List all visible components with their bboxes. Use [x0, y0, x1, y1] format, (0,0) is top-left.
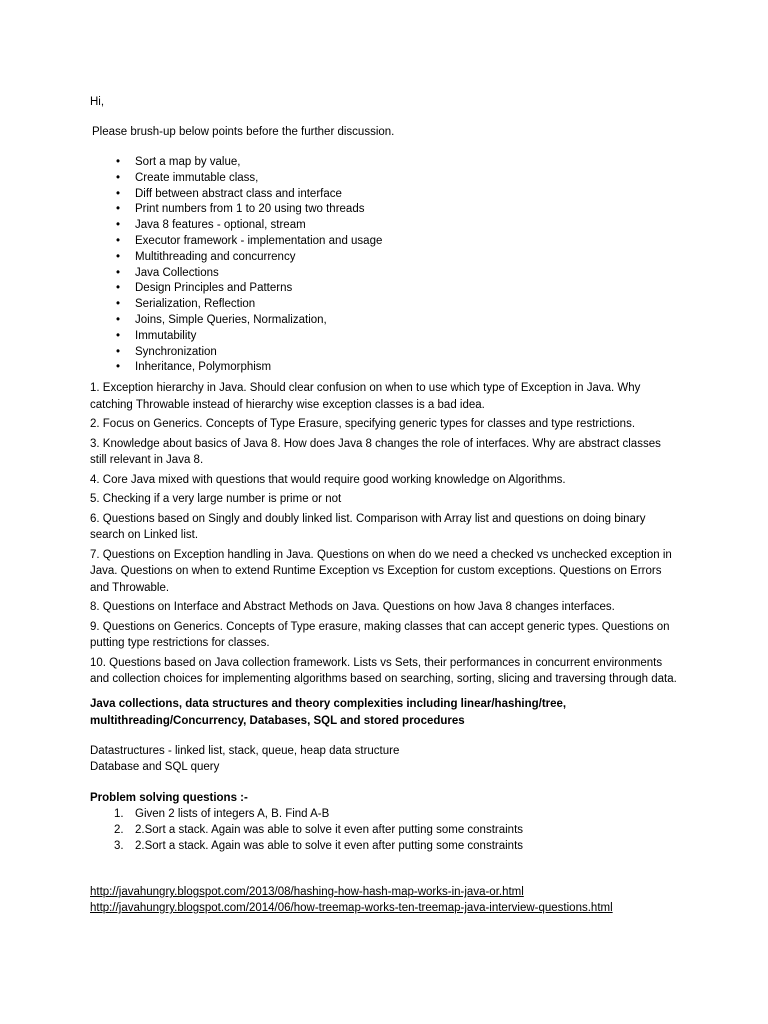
intro-line: Please brush-up below points before the further discussion.	[92, 126, 395, 138]
list-item: • Serialization, Reflection	[90, 297, 690, 313]
bullet-icon: •	[116, 361, 121, 374]
numbered-paragraph: 1. Exception hierarchy in Java. Should clear confusion on when to use which type of Exception in Java. Why catching Throwable instead of hierarchy wise exception classes is a bad idea.	[90, 382, 641, 411]
list-item: • Multithreading and concurrency	[90, 250, 690, 266]
bullet-icon: •	[116, 156, 121, 168]
bullet-icon: •	[116, 203, 121, 216]
list-item: • Diff between abstract class and interface	[90, 187, 690, 203]
database-line: Database and SQL query	[90, 761, 220, 773]
list-item: 3. 2.Sort a stack. Again was able to solve it even after putting some constraints	[114, 840, 524, 852]
bold-summary-paragraph: Java collections, data structures and theory complexities including linear/hashing/tree, multithreading/Concurrency, Databases, SQL and stored procedures	[90, 698, 567, 727]
bullet-icon: •	[116, 187, 121, 200]
problem-list	[90, 806, 650, 854]
list-item: • Create immutable class,	[90, 171, 690, 187]
list-item: • Java 8 features - optional, stream	[90, 218, 690, 234]
list-item: • Print numbers from 1 to 20 using two threads	[90, 202, 690, 218]
list-item: • Joins, Simple Queries, Normalization,	[90, 313, 690, 329]
treemap-link[interactable]: http://javahungry.blogspot.com/2014/06/how-treemap-works-ten-treemap-java-interview-questions.html	[90, 902, 613, 914]
numbered-paragraph: 2. Focus on Generics. Concepts of Type Erasure, specifying generic types for classes and type restrictions.	[90, 418, 636, 430]
list-item: 2. 2.Sort a stack. Again was able to solve it even after putting some constraints	[114, 824, 524, 836]
numbered-paragraph: 5. Checking if a very large number is prime or not	[90, 493, 342, 505]
list-item: • Immutability	[90, 329, 690, 345]
numbered-questions	[90, 380, 680, 691]
numbered-paragraph: 6. Questions based on Singly and doubly linked list. Comparison with Array list and questions on doing binary search on Linked list.	[90, 512, 646, 541]
bullet-icon: •	[116, 298, 121, 311]
bullet-icon: •	[116, 234, 121, 247]
bullet-icon: •	[116, 282, 121, 295]
greeting: Hi,	[90, 96, 105, 108]
datastructures-line: Datastructures - linked list, stack, queue, heap data structure	[90, 745, 400, 757]
bullet-icon: •	[116, 171, 121, 184]
bullet-icon: •	[116, 313, 121, 326]
topic-bullet-list	[90, 155, 690, 376]
hashmap-link[interactable]: http://javahungry.blogspot.com/2013/08/hashing-how-hash-map-works-in-java-or.html	[90, 886, 524, 898]
bullet-icon: •	[116, 345, 121, 358]
reference-links	[90, 884, 613, 916]
bullet-icon: •	[116, 219, 121, 232]
list-item: • Synchronization	[90, 345, 690, 361]
bullet-icon: •	[116, 329, 121, 342]
numbered-paragraph: 3. Knowledge about basics of Java 8. How does Java 8 changes the role of interfaces. Why are abstract classes still relevant in Java 8.	[90, 437, 661, 466]
numbered-paragraph: 4. Core Java mixed with questions that would require good working knowledge on Algorithms.	[90, 473, 566, 486]
list-item: • Inheritance, Polymorphism	[90, 360, 690, 376]
list-item: • Executor framework - implementation and usage	[90, 234, 690, 250]
numbered-paragraph: 9. Questions on Generics. Concepts of Type erasure, making classes that can accept generic types. Questions on putting type restrictions for classes.	[90, 620, 670, 649]
numbered-paragraph: 7. Questions on Exception handling in Java. Questions on when do we need a checked vs unchecked exception in Java. Questions on when to extend Runtime Exception vs Exception for custom exceptions. Questions on Errors and Throwable.	[90, 548, 672, 594]
bullet-icon: •	[116, 266, 121, 279]
numbered-paragraph: 8. Questions on Interface and Abstract Methods on Java. Questions on how Java 8 changes interfaces.	[90, 601, 615, 613]
list-item: • Design Principles and Patterns	[90, 281, 690, 297]
list-item: • Java Collections	[90, 266, 690, 282]
bullet-icon: •	[116, 250, 121, 263]
list-item: 1. Given 2 lists of integers A, B. Find A-B	[114, 808, 330, 820]
list-item: • Sort a map by value,	[90, 155, 690, 171]
problem-solving-heading: Problem solving questions :-	[90, 792, 248, 804]
numbered-paragraph: 10. Questions based on Java collection framework. Lists vs Sets, their performances in concurrent environments and collection choices for implementing algorithms based on searching, sorting, slicing and traversing through data.	[90, 656, 677, 685]
